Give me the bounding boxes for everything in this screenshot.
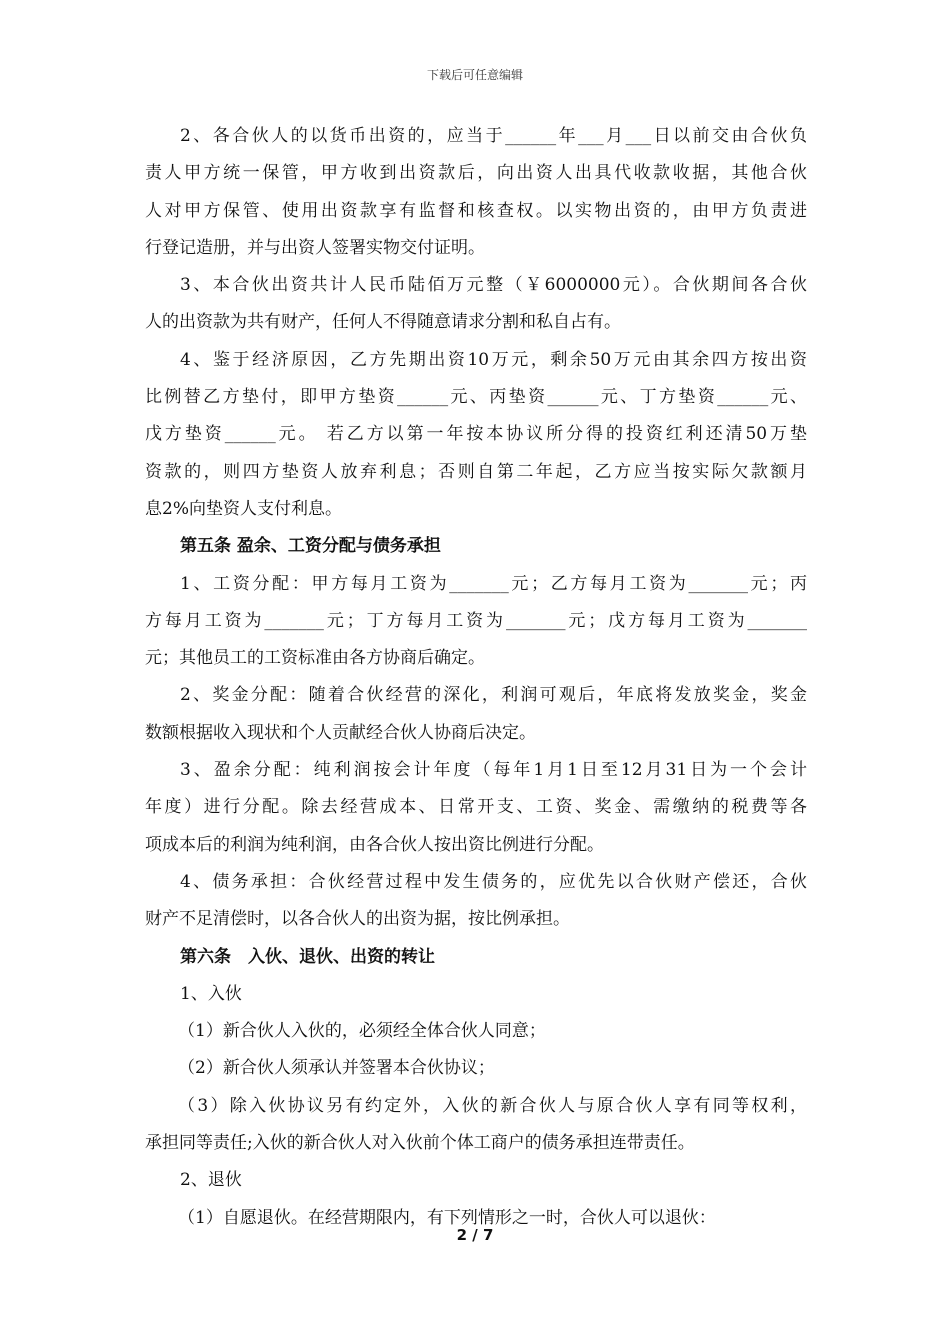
paragraph-line: 年度）进行分配。除去经营成本、日常开支、工资、奖金、需缴纳的税费等各 [145,797,807,818]
paragraph-line: 项成本后的利润为纯利润，由各合伙人按出资比例进行分配。 [145,834,604,855]
paragraph-line: 方每月工资为_______元；丁方每月工资为_______元；戊方每月工资为_______ [145,610,807,631]
paragraph-line: （1）新合伙人入伙的，必须经全体合伙人同意； [178,1021,546,1042]
paragraph-line: 责人甲方统一保管，甲方收到出资款后，向出资人出具代收款收据，其他合伙 [145,163,807,184]
paragraph-line: 数额根据收入现状和个人贡献经合伙人协商后决定。 [145,722,536,743]
paragraph-line: 4、债务承担：合伙经营过程中发生债务的，应优先以合伙财产偿还，合伙 [180,871,807,892]
paragraph-line: （2）新合伙人须承认并签署本合伙协议； [178,1058,495,1079]
paragraph-line: 行登记造册，并与出资人签署实物交付证明。 [145,237,485,258]
paragraph-line: 1、工资分配：甲方每月工资为_______元；乙方每月工资为_______元；丙 [180,573,807,594]
paragraph-line: 息2%向垫资人支付利息。 [145,498,342,519]
paragraph-line: （3）除入伙协议另有约定外，入伙的新合伙人与原合伙人享有同等权利， [178,1095,807,1116]
document-body [145,118,807,1237]
paragraph-line: 人对甲方保管、使用出资款享有监督和核查权。以实物出资的，由甲方负责进 [145,200,807,221]
paragraph-line: （1）自愿退伙。在经营期限内，有下列情形之一时，合伙人可以退伙： [178,1207,716,1228]
paragraph-line: 资款的，则四方垫资人放弃利息；否则自第二年起，乙方应当按实际欠款额月 [145,461,807,482]
paragraph-line: 人的出资款为共有财产，任何人不得随意请求分割和私自占有。 [145,312,621,333]
page-header: 下载后可任意编辑 [426,68,523,82]
paragraph-line: 2、各合伙人的以货币出资的，应当于______年___月___日以前交由合伙负 [180,126,807,146]
paragraph-line: 财产不足清偿时，以各合伙人的出资为据，按比例承担。 [145,909,570,930]
section-heading: 第六条 入伙、退伙、出资的转让 [180,946,435,967]
paragraph-line: 4、鉴于经济原因，乙方先期出资10万元，剩余50万元由其余四方按出资 [180,349,807,370]
paragraph-line: 元；其他员工的工资标准由各方协商后确定。 [145,648,485,669]
paragraph-line: 比例替乙方垫付，即甲方垫资______元、丙垫资______元、丁方垫资______元、 [145,387,807,408]
page-number: 2 / 7 [456,1226,494,1244]
paragraph-line: 2、退伙 [180,1170,242,1191]
paragraph-line: 承担同等责任;入伙的新合伙人对入伙前个体工商户的债务承担连带责任。 [145,1133,695,1154]
paragraph-line: 2、奖金分配：随着合伙经营的深化，利润可观后，年底将发放奖金，奖金 [180,685,807,706]
section-heading: 第五条 盈余、工资分配与债务承担 [180,536,441,557]
paragraph-line: 3、盈余分配：纯利润按会计年度（每年1月1日至12月31日为一个会计 [180,760,807,781]
paragraph-line: 1、入伙 [180,983,242,1004]
paragraph-line: 戊方垫资______元。 若乙方以第一年按本协议所分得的投资红利还清50万垫 [145,424,807,445]
paragraph-line: 3、本合伙出资共计人民币陆佰万元整（￥6000000元）。合伙期间各合伙 [180,275,807,296]
